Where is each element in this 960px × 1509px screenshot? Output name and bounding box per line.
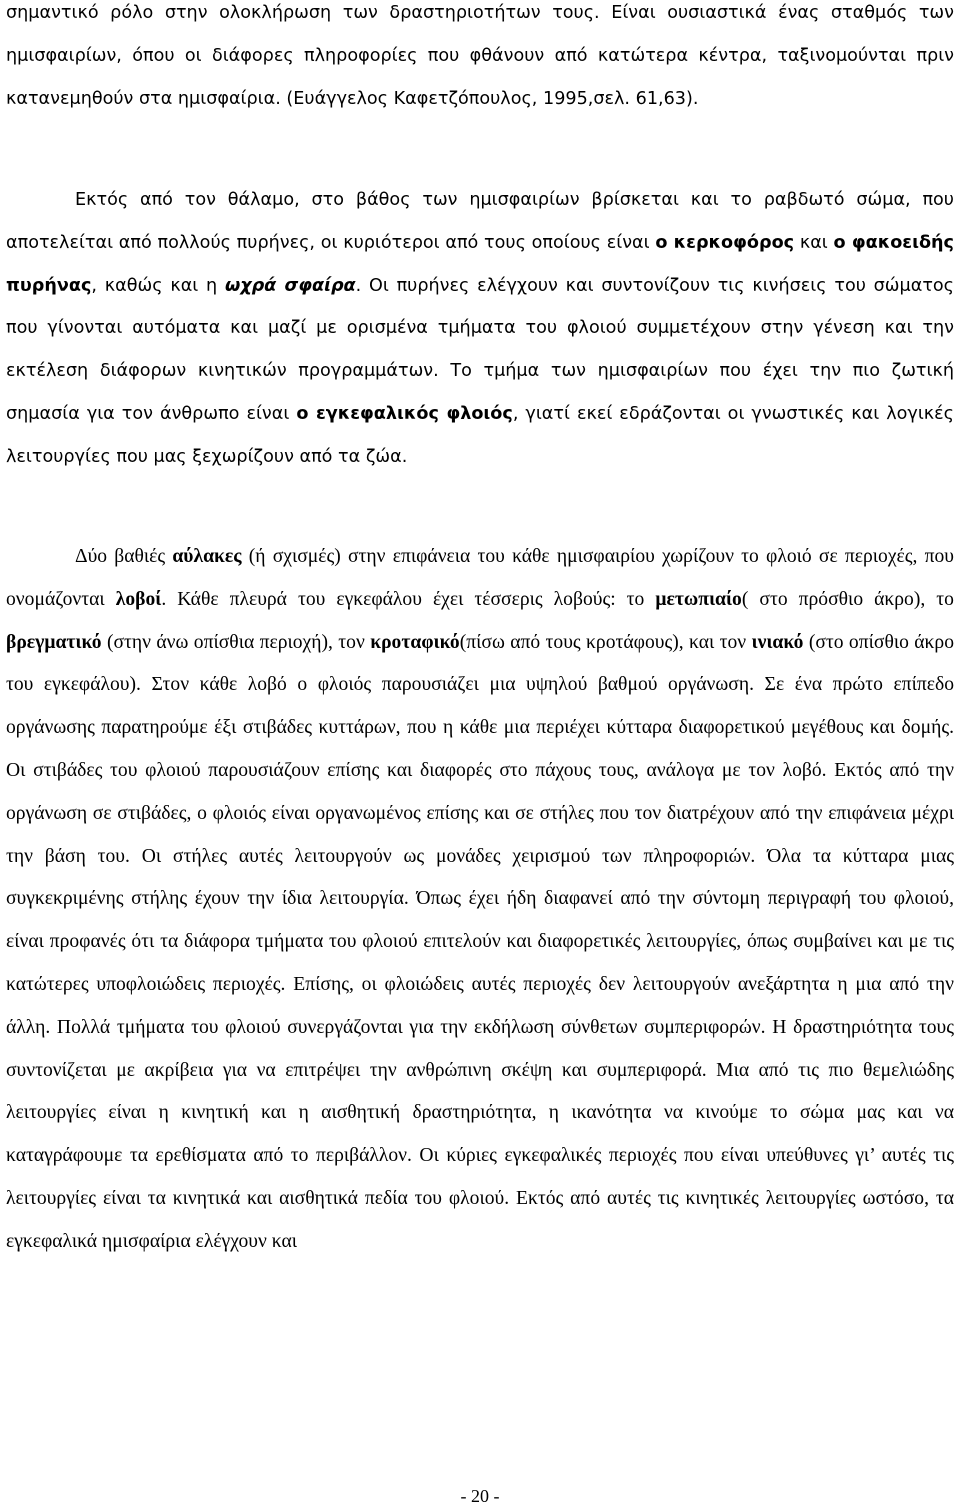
- paragraph-2-text-1: Εκτός από τον θάλαμο, στο βάθος των ημισφαιρίων βρίσκεται και το ραβδωτό σώμα, που αποτελείται από πολλούς πυρήνες, οι κυριότεροι από τους οποίους είναι: [6, 190, 954, 253]
- paragraph-2-text-2: και: [794, 232, 834, 253]
- paragraph-3-text-3: . Κάθε πλευρά του εγκεφάλου έχει τέσσερις λοβούς: το: [161, 588, 656, 610]
- term-vregmatiko: βρεγματικό: [6, 631, 102, 653]
- paragraph-3-text-7: (στο οπίσθιο άκρο του εγκεφάλου). Στον κάθε λοβό ο φλοιός παρουσιάζει μια υψηλού βαθμού οργάνωση. Σε ένα πρώτο επίπεδο οργάνωσης παρατηρούμε έξι στιβάδες κυττάρων, που η κάθε μια περιέχει κύτταρα διαφορετικού μεγέθους και δομής. Οι στιβάδες του φλοιού παρουσιάζουν επίσης και διαφορές στο πάχους τους, ανάλογα με τον λοβό. Εκτός από την οργάνωση σε στιβάδες, ο φλοιός είναι οργανωμένος επίσης και σε στήλες που τον διατρέχουν από την επιφάνεια μέχρι την βάση του. Οι στήλες αυτές λειτουργούν ως μονάδες χειρισμού των πληροφοριών. Όλα τα κύτταρα μιας συγκεκριμένης στήλης έχουν την ίδια λειτουργία. Όπως έχει ήδη διαφανεί από την σύντομη περιγραφή του φλοιού, είναι προφανές ότι τα διάφορα τμήματα του φλοιού επιτελούν και διαφορετικές λειτουργίες, όπως συμβαίνει και με τις κατώτερες υποφλοιώδεις περιοχές. Επίσης, οι φλοιώδεις αυτές περιοχές δεν λειτουργούν ανεξάρτητα η μια από την άλλη. Πολλά τμήματα του φλοιού συνεργάζονται για την εκδήλωση σύνθετων συμπεριφορών. Η δραστηριότητα τους συντονίζεται με ακρίβεια για να επιτρέψει την ανθρώπινη σκέψη και συμπεριφορά. Μια από τις πιο θεμελιώδης λειτουργίες είναι η κινητική και η αισθητική δραστηριότητα, η ικανότητα να κινούμε το σώμα μας και να καταγράφουμε τα ερεθίσματα από το περιβάλλον. Οι κύριες εγκεφαλικές περιοχές που είναι υπεύθυνες γι’ αυτές τις λειτουργίες είναι τα κινητικά και αισθητικά πεδία του φλοιού. Εκτός από αυτές τις κινητικές λειτουργίες ωστόσο, τα εγκεφαλικά ημισφαίρια ελέγχουν και: [6, 631, 954, 1252]
- paragraph-3-text-5: (στην άνω οπίσθια περιοχή), τον: [101, 631, 371, 653]
- paragraph-2-text-4: . Οι πυρήνες ελέγχουν και συντονίζουν τις κινήσεις του σώματος που γίνονται αυτόματα και μαζί με ορισμένα τμήματα του φλοιού συμμετέχουν στην γένεση και την εκτέλεση διάφορων κινητικών προγραμμάτων. Το τμήμα των ημισφαιρίων που έχει την πιο ζωτική σημασία για τον άνθρωπο είναι: [6, 275, 955, 424]
- term-lovoi: λοβοί: [115, 588, 162, 610]
- paragraph-3-text-4: ( στο πρόσθιο άκρο), το: [741, 588, 954, 610]
- paragraph-1: [6, 0, 954, 120]
- paragraph-2-text-3: , καθώς και η: [91, 275, 225, 296]
- paragraph-2: [6, 179, 954, 479]
- paragraph-2-text-5: , γιατί εκεί εδράζονται οι γνωστικές και λογικές λειτουργίες που μας ξεχωρίζουν από τα ζώα.: [6, 403, 954, 467]
- term-krotafiko: κροταφικό: [370, 631, 460, 653]
- term-avlakes: αύλακες: [172, 546, 242, 567]
- paragraph-3-text-6: (πίσω από τους κροτάφους), και τον: [459, 631, 752, 653]
- term-ochra-sfaira: ωχρά σφαίρα: [224, 275, 356, 296]
- paragraph-1-text: σημαντικό ρόλο στην ολοκλήρωση των δραστηριοτήτων τους. Είναι ουσιαστικά ένας σταθμός των ημισφαιρίων, όπου οι διάφορες πληροφορίες που φθάνουν από κατώτερα κέντρα, ταξινομούνται πριν κατανεμηθούν στα ημισφαίρια. (Ευάγγελος Καφετζόπουλος, 1995,σελ. 61,63).: [6, 3, 954, 109]
- term-fakoeidis-pyrinas: ο φακοειδής πυρήνας: [6, 232, 954, 296]
- paragraph-3-text-2: (ή σχισμές) στην επιφάνεια του κάθε ημισφαιρίου χωρίζουν το φλοιό σε περιοχές, που ονομάζονται: [6, 546, 954, 610]
- term-metopiaio: μετωπιαίο: [655, 588, 742, 610]
- term-kerkoforos: ο κερκοφόρος: [655, 232, 795, 253]
- term-egkefalikos-floios: ο εγκεφαλικός φλοιός: [296, 403, 513, 424]
- page-number: - 20 -: [460, 1486, 500, 1506]
- paragraph-3-text-1: Δύο βαθιές: [75, 546, 173, 567]
- term-iniako: ινιακό: [751, 631, 804, 653]
- paragraph-3: [6, 536, 954, 1264]
